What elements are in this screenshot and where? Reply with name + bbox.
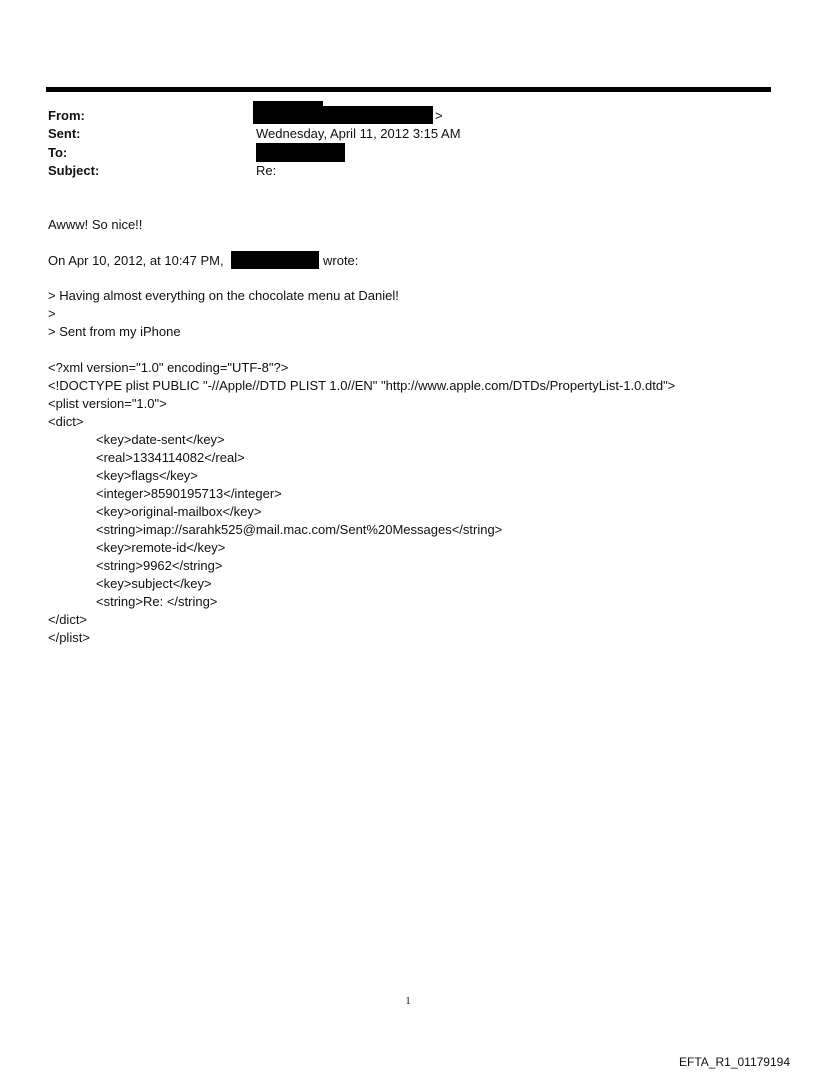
redaction-from-2 [253, 106, 433, 124]
xml-line: <key>remote-id</key> [96, 540, 226, 555]
xml-line: <integer>8590195713</integer> [96, 486, 282, 501]
subject-label: Subject: [48, 163, 100, 178]
xml-line: <dict> [48, 414, 84, 429]
subject-value: Re: [256, 163, 277, 178]
xml-line: <?xml version="1.0" encoding="UTF-8"?> [48, 360, 289, 375]
xml-line: <plist version="1.0"> [48, 396, 167, 411]
xml-line: <string>imap://sarahk525@mail.mac.com/Sent%20Messages</string> [96, 522, 503, 537]
xml-line: <key>original-mailbox</key> [96, 504, 262, 519]
document-id: EFTA_R1_01179194 [679, 1055, 790, 1069]
xml-line: <real>1334114082</real> [96, 450, 245, 465]
xml-line: <key>subject</key> [96, 576, 212, 591]
redaction-to [256, 143, 345, 162]
redaction-quote-sender [231, 251, 319, 269]
xml-line: <key>date-sent</key> [96, 432, 225, 447]
xml-line: <string>9962</string> [96, 558, 223, 573]
quoted-line: > [48, 306, 56, 321]
page-number: 1 [405, 995, 411, 1007]
reply-text: Awww! So nice!! [48, 217, 143, 232]
header-rule [46, 87, 771, 92]
quoted-line: > Sent from my iPhone [48, 324, 181, 339]
xml-line: <string>Re: </string> [96, 594, 218, 609]
from-label: From: [48, 108, 85, 123]
quote-intro-prefix: On Apr 10, 2012, at 10:47 PM, [48, 253, 224, 268]
xml-line: <key>flags</key> [96, 468, 198, 483]
quote-intro-suffix: wrote: [323, 253, 359, 268]
xml-line: <!DOCTYPE plist PUBLIC "-//Apple//DTD PLIST 1.0//EN" "http://www.apple.com/DTDs/PropertyList-1.0.dtd"> [48, 378, 676, 393]
from-value-suffix: > [435, 108, 443, 123]
sent-value: Wednesday, April 11, 2012 3:15 AM [256, 126, 461, 141]
to-label: To: [48, 145, 68, 160]
xml-line: </plist> [48, 630, 90, 645]
sent-label: Sent: [48, 126, 81, 141]
quoted-line: > Having almost everything on the chocolate menu at Daniel! [48, 288, 399, 303]
xml-line: </dict> [48, 612, 88, 627]
